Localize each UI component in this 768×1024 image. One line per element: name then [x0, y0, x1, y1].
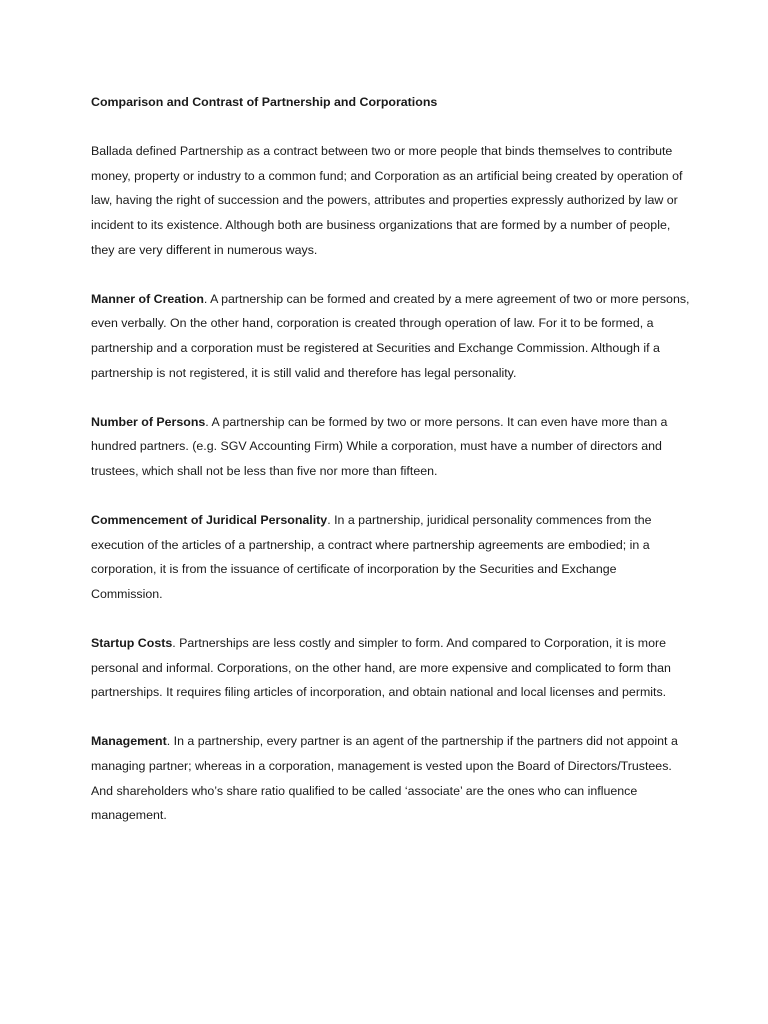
document-title: Comparison and Contrast of Partnership and Corporations [91, 95, 438, 109]
section-heading: Startup Costs [91, 636, 173, 651]
section-text: . A partnership can be formed by two or more persons. It can even have more than a hundred partners. (e.g. SGV Accounting Firm) While a corporation, must have a number of directors and trustees, which shall not be less than five nor more than fifteen. [91, 414, 668, 478]
section-text: . A partnership can be formed and created by a mere agreement of two or more persons, even verbally. On the other hand, corporation is created through operation of law. For it to be formed, a partnership and a corporation must be registered at Securities and Exchange Commission. Although if a partnership is not registered, it is still valid and therefore has legal personality. [91, 291, 690, 380]
section-heading: Management [91, 734, 167, 749]
section-text: . In a partnership, every partner is an agent of the partnership if the partners did not appoint a managing partner; whereas in a corporation, management is vested upon the Board of Directors/Trustees. And shareholders who’s share ratio qualified to be called ‘associate’ are the ones who can influence management. [91, 734, 678, 823]
section-text: . In a partnership, juridical personality commences from the execution of the articles of a partnership, a contract where partnership agreements are embodied; in a corporation, it is from the issuance of certificate of incorporation by the Securities and Exchange Commission. [91, 513, 652, 601]
section-manner-of-creation [91, 287, 691, 385]
section-startup-costs [91, 631, 691, 705]
section-management [91, 729, 691, 827]
document-page [91, 90, 691, 852]
section-heading: Commencement of Juridical Personality [91, 513, 328, 528]
section-heading: Manner of Creation [91, 291, 204, 306]
section-number-of-persons [91, 410, 691, 484]
section-commencement-of-juridical-personality [91, 508, 691, 606]
section-text: . Partnerships are less costly and simpler to form. And compared to Corporation, it is more personal and informal. Corporations, on the other hand, are more expensive and complicated to form than partnerships. It requires filing articles of incorporation, and obtain national and local licenses and permits. [91, 636, 671, 700]
intro-paragraph: Ballada defined Partnership as a contract between two or more people that binds themselves to contribute money, property or industry to a common fund; and Corporation as an artificial being created by operation of law, having the right of succession and the powers, attributes and properties expressly authorized by law or incident to its existence. Although both are business organizations that are formed by a number of people, they are very different in numerous ways. [91, 144, 683, 257]
section-heading: Number of Persons [91, 414, 206, 429]
